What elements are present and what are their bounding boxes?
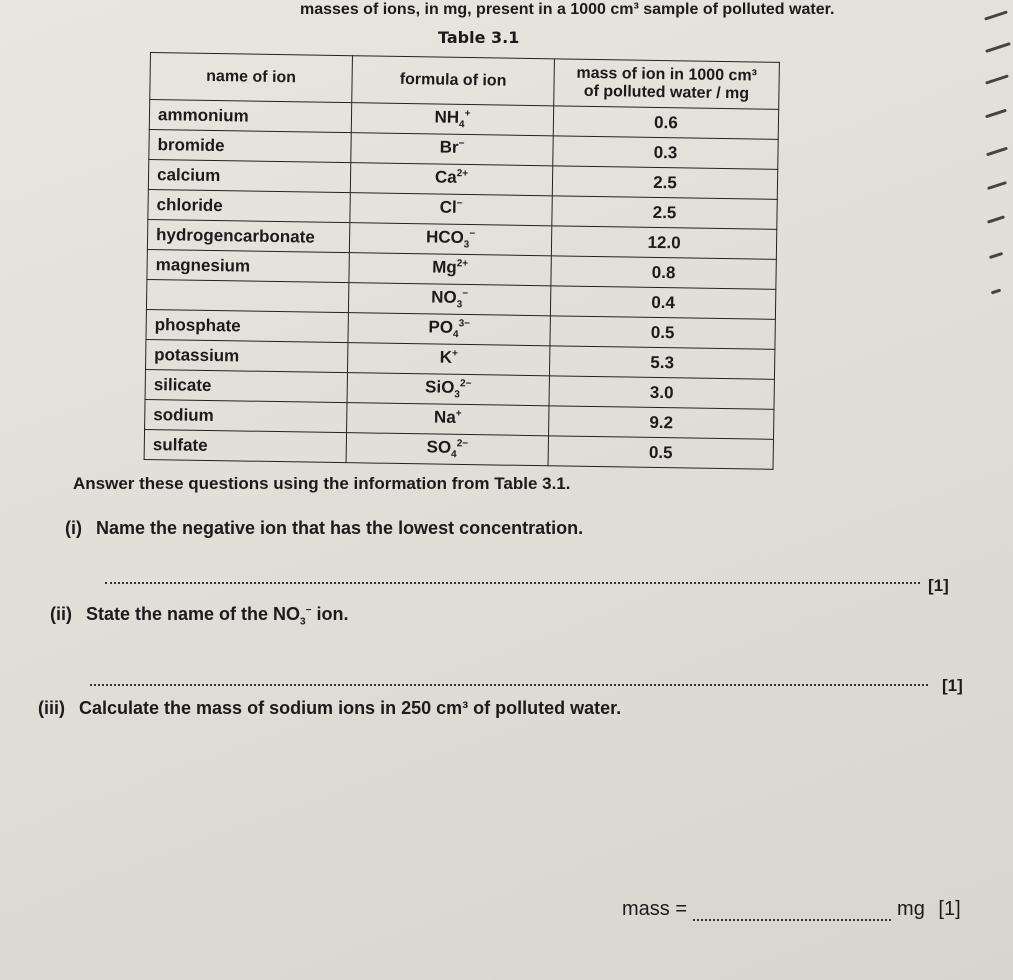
ion-formula: Cl− <box>350 193 552 226</box>
mass-answer-field[interactable] <box>693 919 891 921</box>
ion-mass: 9.2 <box>549 406 774 440</box>
question-ii <box>50 604 348 628</box>
question-i <box>65 518 583 539</box>
ion-mass: 0.3 <box>553 136 778 170</box>
ion-table-body <box>144 100 779 470</box>
ion-mass: 12.0 <box>551 226 776 260</box>
ion-mass: 0.6 <box>553 106 778 140</box>
ion-formula: $HCO_3^-$ <box>349 223 551 256</box>
ion-mass: 0.5 <box>550 316 775 350</box>
header-name: name of ion <box>150 53 353 103</box>
question-ii-text-after: ion. <box>316 604 349 624</box>
ion-mass: 5.3 <box>549 346 774 380</box>
question-ii-text-before: State the name of the <box>86 604 269 624</box>
question-iii-number: (iii) <box>38 698 65 718</box>
ion-table <box>144 52 780 470</box>
mass-unit: mg <box>897 898 925 920</box>
ion-name: sodium <box>145 399 347 432</box>
mark-i: [1] <box>928 576 949 595</box>
ion-name: phosphate <box>146 309 348 342</box>
table-caption: Table 3.1 <box>438 28 520 47</box>
ion-name: calcium <box>148 159 350 192</box>
ion-formula: $PO_4^{3-}$ <box>348 313 550 346</box>
ion-name: hydrogencarbonate <box>147 219 349 252</box>
ion-formula: Br− <box>351 133 553 166</box>
ion-name: chloride <box>148 189 350 222</box>
page-edge-marks <box>973 0 1013 330</box>
ion-formula: Na+ <box>347 403 549 436</box>
header-mass-line1: mass of ion in 1000 cm³ <box>576 64 758 85</box>
mass-answer-line <box>622 898 961 921</box>
ion-table-container <box>144 52 790 470</box>
ion-mass: 0.5 <box>548 436 773 470</box>
ion-mass: 0.8 <box>551 256 776 290</box>
header-text: masses of ions, in mg, present in a 1000 cm³ sample of polluted water. <box>300 1 835 18</box>
mark-iii: [1] <box>938 898 961 920</box>
question-i-number: (i) <box>65 518 82 538</box>
question-ii-formula: $NO_3^-$ <box>273 604 312 628</box>
question-iii-text: Calculate the mass of sodium ions in 250 cm³ of polluted water. <box>79 698 622 718</box>
answer-line-i[interactable] <box>105 582 920 584</box>
question-i-text: Name the negative ion that has the lowest concentration. <box>96 518 584 538</box>
ion-formula: $Mg^{2+}$ <box>349 253 551 286</box>
ion-name: bromide <box>149 129 351 162</box>
ion-formula: K+ <box>347 343 549 376</box>
mass-label: mass = <box>622 898 688 920</box>
ion-name: magnesium <box>147 249 349 282</box>
ion-formula: $SO_4^{2-}$ <box>346 433 548 466</box>
ion-formula: $NH_4^+$ <box>351 103 553 136</box>
header-mass <box>554 59 780 110</box>
ion-mass: 3.0 <box>549 376 774 410</box>
header-formula: formula of ion <box>352 56 555 106</box>
question-ii-number: (ii) <box>50 604 72 624</box>
ion-formula: SiO$_3^{2-}$ <box>347 373 549 406</box>
header-mass-line2: of polluted water / mg <box>583 82 750 103</box>
ion-mass: 2.5 <box>552 166 777 200</box>
ion-name <box>146 279 348 312</box>
ion-formula: $Ca^{2+}$ <box>350 163 552 196</box>
ion-mass: 0.4 <box>550 286 775 320</box>
ion-formula: $NO_3^-$ <box>348 283 550 316</box>
ion-name: sulfate <box>144 429 346 462</box>
instructions: Answer these questions using the information from Table 3.1. <box>73 474 571 493</box>
ion-name: silicate <box>145 369 347 402</box>
ion-mass: 2.5 <box>552 196 777 230</box>
mark-ii: [1] <box>942 676 963 695</box>
question-iii <box>38 698 621 719</box>
ion-name: potassium <box>146 339 348 372</box>
ion-name: ammonium <box>149 100 351 133</box>
answer-line-ii[interactable] <box>90 684 928 686</box>
